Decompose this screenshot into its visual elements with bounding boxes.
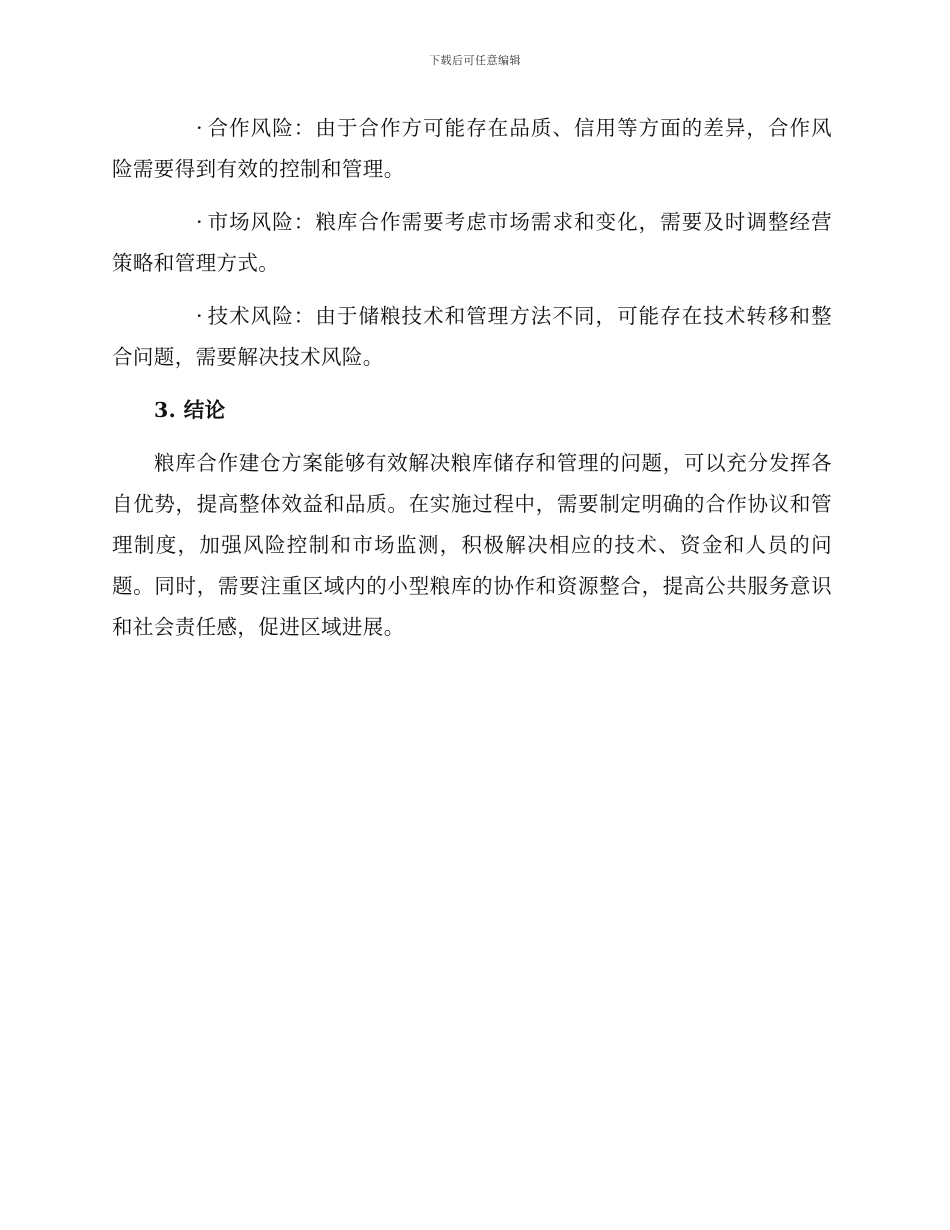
bullet-text: 合作风险：由于合作方可能存在品质、信用等方面的差异，合作风险需要得到有效的控制和管理。	[112, 116, 832, 181]
page-header: 下载后可任意编辑	[429, 54, 521, 67]
document-body	[112, 108, 832, 648]
bullet-text: 市场风险：粮库合作需要考虑市场需求和变化，需要及时调整经营策略和管理方式。	[112, 210, 832, 275]
bullet-technology-risk	[112, 296, 832, 378]
bullet-market-risk	[112, 202, 832, 284]
bullet-dot: ·	[196, 116, 203, 140]
bullet-text: 技术风险：由于储粮技术和管理方法不同，可能存在技术转移和整合问题，需要解决技术风险。	[112, 304, 832, 369]
bullet-cooperation-risk	[112, 108, 832, 190]
section-heading-conclusion: 3. 结论	[154, 398, 226, 422]
conclusion-paragraph: 粮库合作建仓方案能够有效解决粮库储存和管理的问题，可以充分发挥各自优势，提高整体效益和品质。在实施过程中，需要制定明确的合作协议和管理制度，加强风险控制和市场监测，积极解决相应的技术、资金和人员的问题。同时，需要注重区域内的小型粮库的协作和资源整合，提高公共服务意识和社会责任感，促进区域进展。	[112, 451, 832, 639]
bullet-dot: ·	[196, 304, 203, 328]
bullet-dot: ·	[196, 210, 203, 234]
